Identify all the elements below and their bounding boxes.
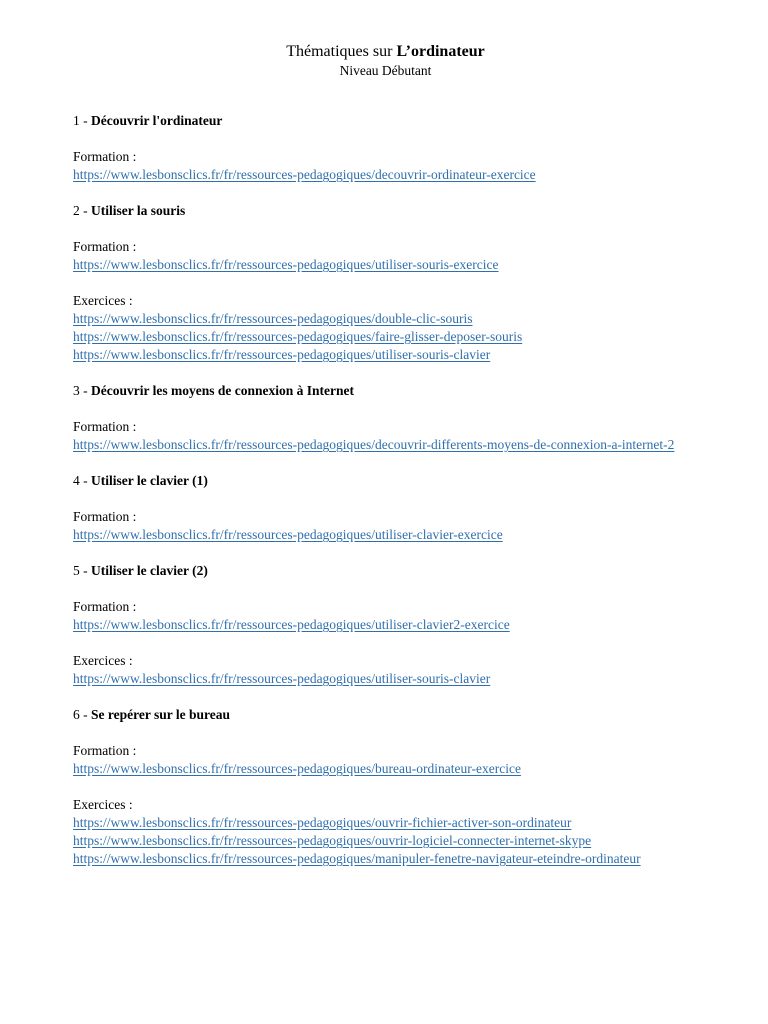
section-heading [73,472,698,490]
section-title: Découvrir les moyens de connexion à Internet [91,383,354,398]
resource-group-label: Exercices : [73,293,133,308]
resource-group [73,742,698,778]
document-header [73,42,698,80]
section-6 [73,706,698,868]
resource-group-label: Formation : [73,743,137,758]
resource-link[interactable]: https://www.lesbonsclics.fr/fr/ressources-pedagogiques/ouvrir-fichier-activer-son-ordinateur [73,815,572,830]
resource-group [73,292,698,364]
resource-link[interactable]: https://www.lesbonsclics.fr/fr/ressources-pedagogiques/utiliser-clavier2-exercice [73,617,510,632]
section-heading [73,112,698,130]
resource-group-label: Exercices : [73,653,133,668]
section-4 [73,472,698,544]
document-title [73,42,698,62]
document-subtitle: Niveau Débutant [339,63,432,78]
section-title: Découvrir l'ordinateur [91,113,223,128]
section-title: Utiliser le clavier (2) [91,563,208,578]
section-number: 1 - [73,113,88,128]
resource-link[interactable]: https://www.lesbonsclics.fr/fr/ressources-pedagogiques/utiliser-clavier-exercice [73,527,503,542]
resource-group [73,598,698,634]
resource-group [73,238,698,274]
resource-group [73,796,698,868]
section-5 [73,562,698,688]
section-heading [73,562,698,580]
resource-group [73,148,698,184]
section-number: 3 - [73,383,88,398]
section-number: 2 - [73,203,88,218]
section-number: 5 - [73,563,88,578]
section-heading [73,382,698,400]
section-number: 6 - [73,707,88,722]
resource-link[interactable]: https://www.lesbonsclics.fr/fr/ressources-pedagogiques/utiliser-souris-clavier [73,347,491,362]
resource-group-label: Formation : [73,419,137,434]
resource-group-label: Formation : [73,239,137,254]
section-1 [73,112,698,184]
section-heading [73,706,698,724]
section-heading [73,202,698,220]
resource-link[interactable]: https://www.lesbonsclics.fr/fr/ressources-pedagogiques/manipuler-fenetre-navigateur-eteindre-ordinateur [73,851,641,866]
resource-group-label: Formation : [73,509,137,524]
section-title: Se repérer sur le bureau [91,707,230,722]
section-2 [73,202,698,364]
section-title: Utiliser le clavier (1) [91,473,208,488]
resource-link[interactable]: https://www.lesbonsclics.fr/fr/ressources-pedagogiques/utiliser-souris-exercice [73,257,499,272]
resource-link[interactable]: https://www.lesbonsclics.fr/fr/ressources-pedagogiques/utiliser-souris-clavier [73,671,491,686]
resource-group [73,652,698,688]
resource-group [73,508,698,544]
resource-group-label: Formation : [73,599,137,614]
resource-group-label: Exercices : [73,797,133,812]
resource-link[interactable]: https://www.lesbonsclics.fr/fr/ressources-pedagogiques/decouvrir-ordinateur-exercice [73,167,536,182]
resource-link[interactable]: https://www.lesbonsclics.fr/fr/ressources-pedagogiques/ouvrir-logiciel-connecter-internet-skype [73,833,592,848]
section-number: 4 - [73,473,88,488]
resource-group-label: Formation : [73,149,137,164]
section-title: Utiliser la souris [91,203,186,218]
title-prefix: Thématiques sur [286,43,393,60]
title-subject: L’ordinateur [396,43,485,60]
resource-link[interactable]: https://www.lesbonsclics.fr/fr/ressources-pedagogiques/bureau-ordinateur-exercice [73,761,521,776]
resource-group [73,418,698,454]
resource-link[interactable]: https://www.lesbonsclics.fr/fr/ressources-pedagogiques/double-clic-souris [73,311,473,326]
sections-list [73,112,698,868]
resource-link[interactable]: https://www.lesbonsclics.fr/fr/ressources-pedagogiques/faire-glisser-deposer-souris [73,329,523,344]
resource-link[interactable]: https://www.lesbonsclics.fr/fr/ressources-pedagogiques/decouvrir-differents-moyens-de-connexion-a-internet-2 [73,437,675,452]
section-3 [73,382,698,454]
